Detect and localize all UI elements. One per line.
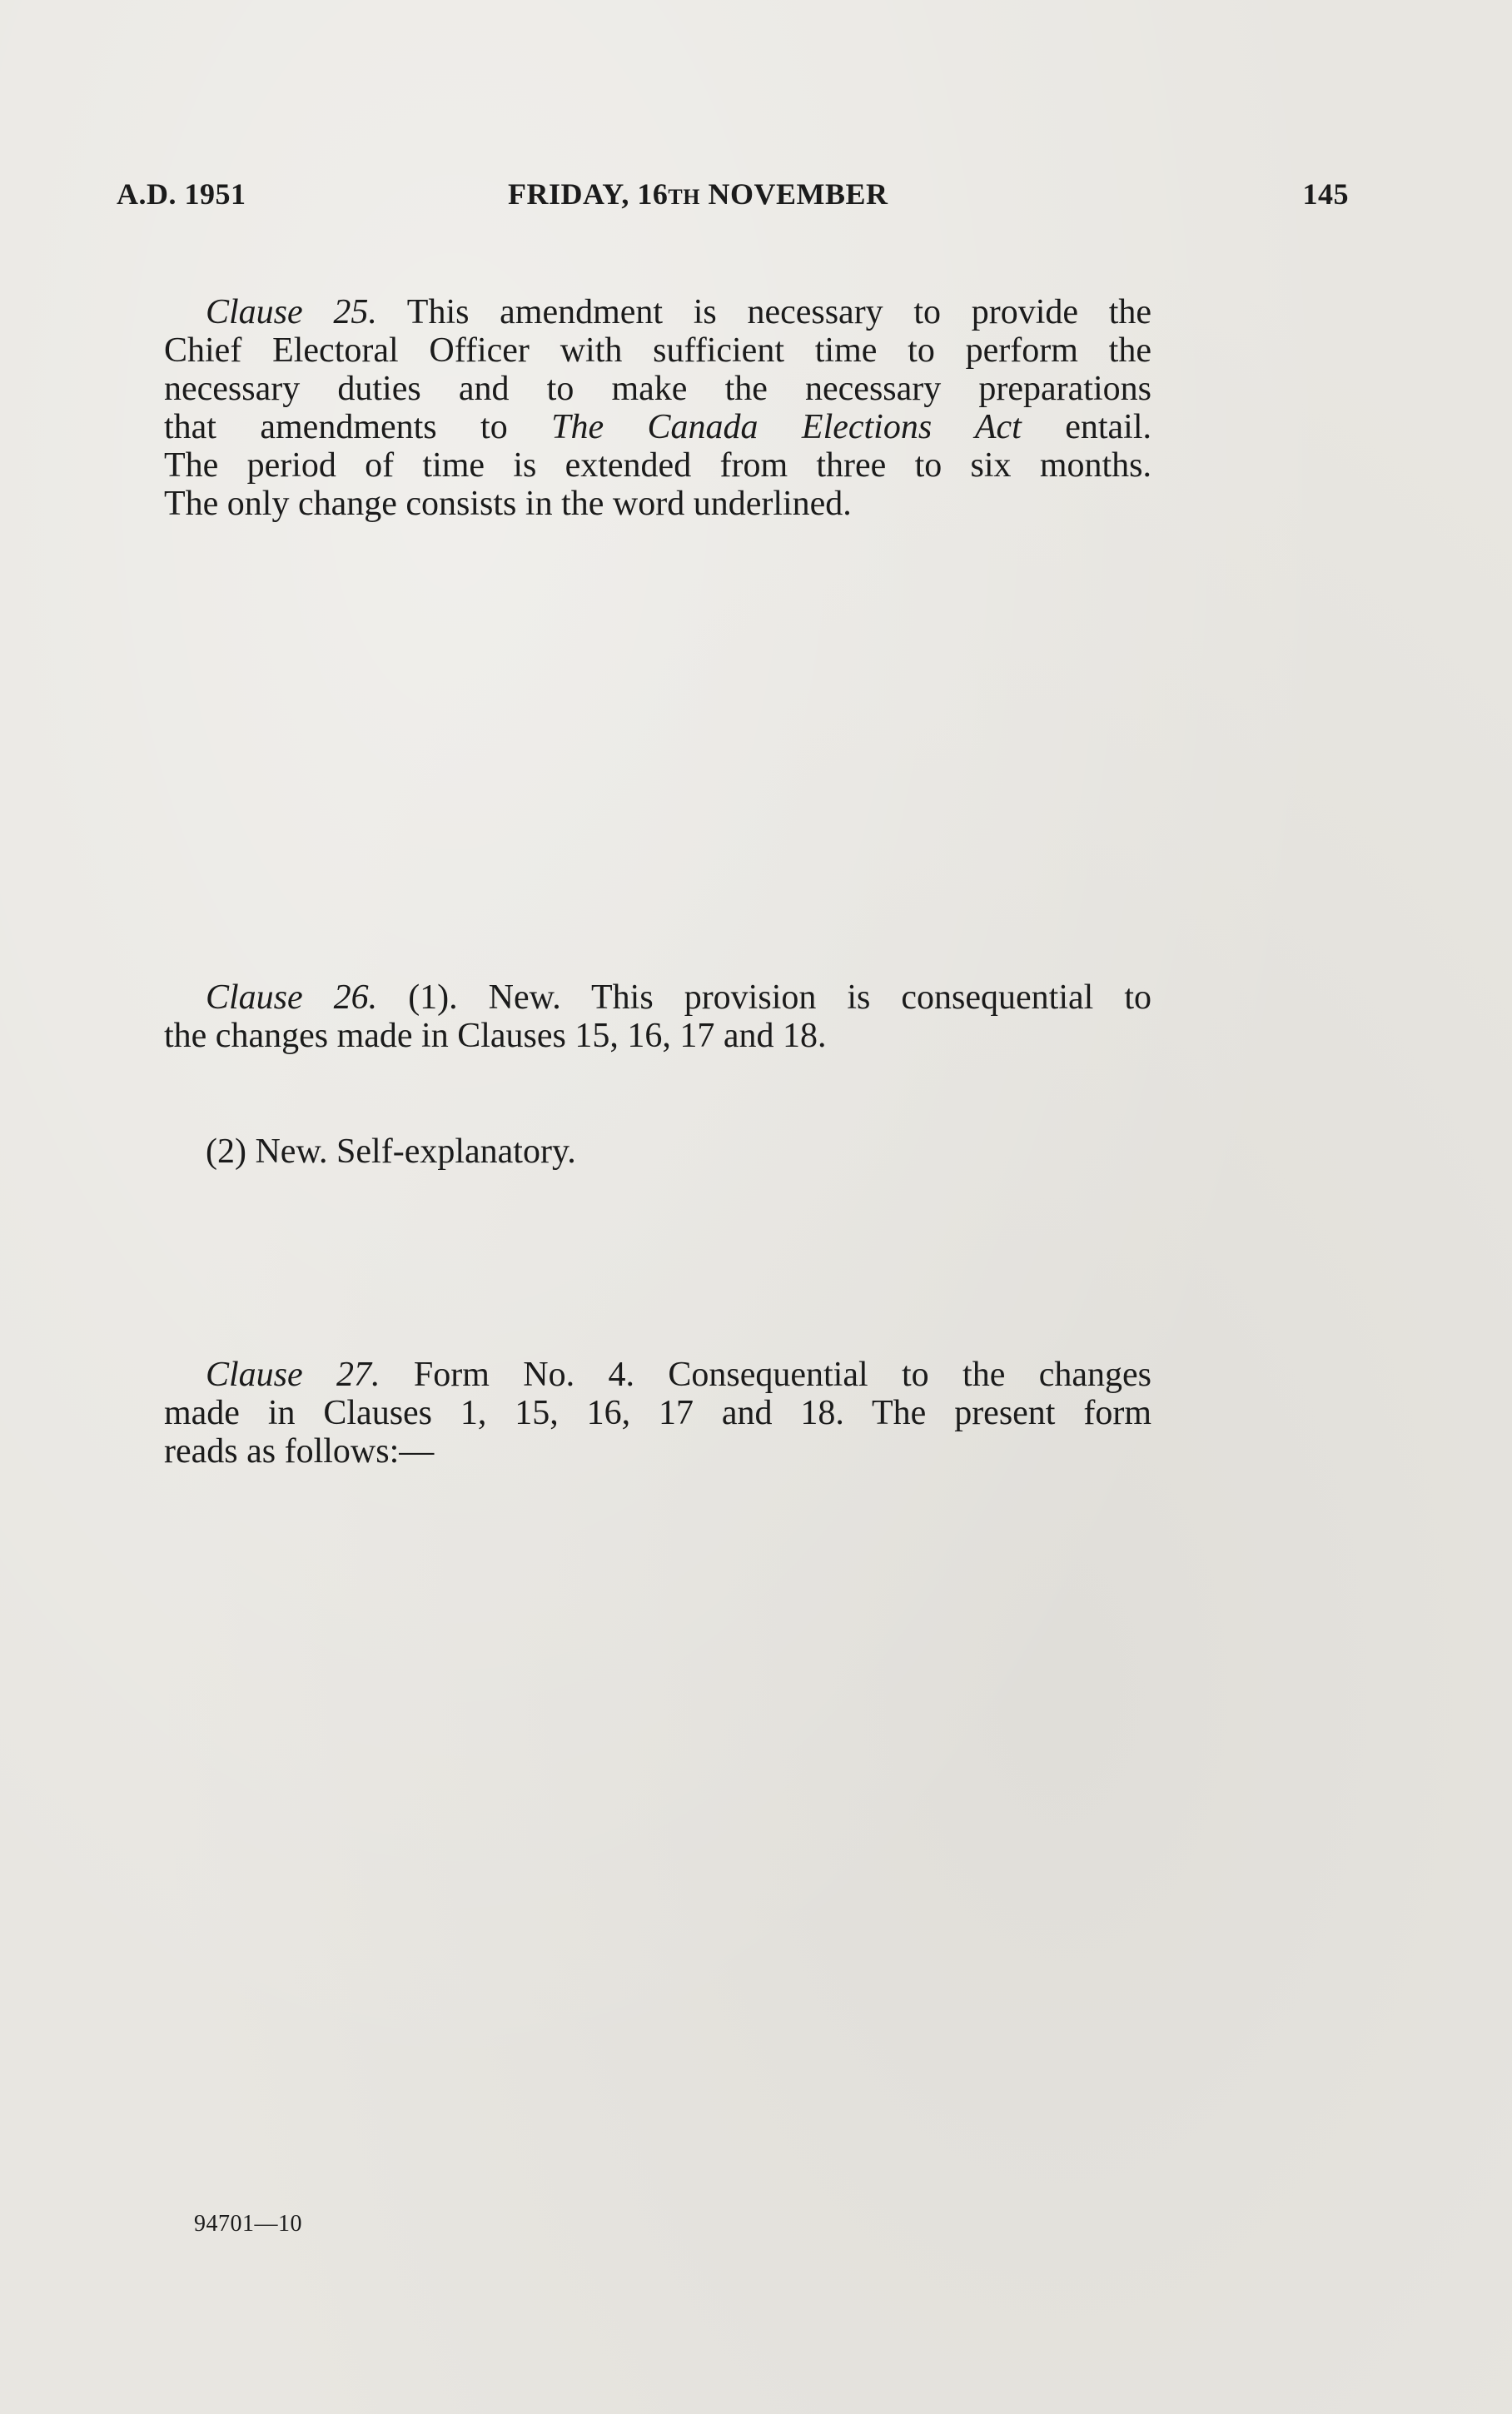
- clause-label: Clause 25.: [206, 293, 377, 331]
- text-line: reads as follows:—: [164, 1432, 435, 1471]
- clause-label: Clause 26.: [206, 978, 378, 1017]
- text-line: Clause 26. (1). New. This provision is consequential to: [206, 978, 1151, 1017]
- header-date-prefix: FRIDAY, 16: [508, 177, 669, 211]
- page-number: 145: [1302, 177, 1349, 211]
- printer-signature-code: 94701—10: [194, 2211, 302, 2237]
- running-head: [117, 177, 1349, 218]
- paragraph-clause-25: [164, 293, 1151, 523]
- text-line: Clause 27. Form No. 4. Consequential to the changes: [206, 1356, 1152, 1394]
- header-year: A.D. 1951: [117, 177, 246, 211]
- paragraph-clause-26-2: [164, 1132, 1151, 1171]
- text-line: Clause 25. This amendment is necessary to provide the: [206, 293, 1152, 331]
- paragraph-clause-26-1: [164, 978, 1151, 1055]
- clause-label: Clause 27.: [206, 1356, 380, 1394]
- text-line: (2) New. Self-explanatory.: [206, 1132, 576, 1171]
- header-date-ordinal: TH: [668, 185, 700, 209]
- text-line: Chief Electoral Officer with sufficient time to perform the: [164, 331, 1151, 370]
- text-line: made in Clauses 1, 15, 16, 17 and 18. The present form: [164, 1394, 1151, 1432]
- text-line: that amendments to The Canada Elections Act entail.: [164, 408, 1151, 446]
- paragraph-clause-27: [164, 1356, 1151, 1471]
- text-line: the changes made in Clauses 15, 16, 17 and 18.: [164, 1017, 827, 1055]
- header-date: [508, 177, 888, 212]
- header-date-month: NOVEMBER: [699, 177, 888, 211]
- text-line: necessary duties and to make the necessary preparations: [164, 370, 1151, 408]
- text-line: The period of time is extended from three to six months.: [164, 446, 1151, 485]
- act-title: The Canada Elections Act: [551, 408, 1022, 446]
- text-line: The only change consists in the word underlined.: [164, 485, 852, 523]
